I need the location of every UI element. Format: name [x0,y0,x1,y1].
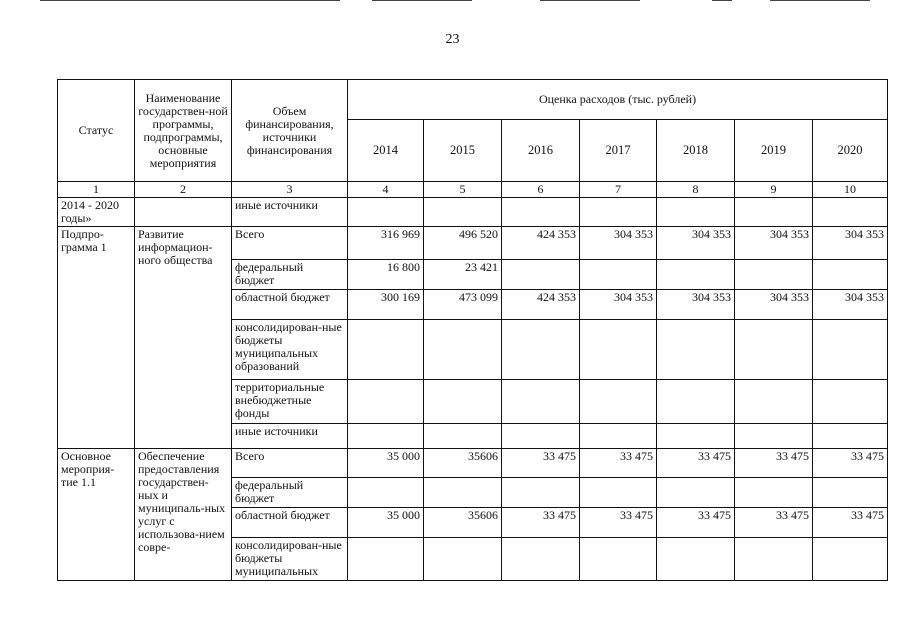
amount-cell: 316 969 [348,227,424,260]
header-year: 2015 [424,120,502,182]
amount-cell [348,380,424,424]
amount-cell [813,538,888,581]
amount-cell [657,198,735,227]
financing-source-cell: федеральный бюджет [232,260,348,290]
financing-source-cell: федеральный бюджет [232,478,348,508]
scan-artifact-line [40,0,340,1]
header-year: 2014 [348,120,424,182]
amount-cell [424,198,502,227]
amount-cell: 300 169 [348,290,424,320]
amount-cell [424,478,502,508]
program-name-cell [135,198,232,227]
amount-cell: 304 353 [735,227,813,260]
amount-cell: 473 099 [424,290,502,320]
budget-table [57,79,888,581]
amount-cell [657,478,735,508]
scan-artifact-line [540,0,640,1]
financing-source-cell: территориальные внебюджетные фонды [232,380,348,424]
amount-cell [502,538,580,581]
scan-artifact-line [770,0,870,1]
amount-cell [348,198,424,227]
scan-artifact-line [712,0,732,1]
table-row [58,198,888,227]
amount-cell: 33 475 [735,508,813,538]
amount-cell [735,478,813,508]
amount-cell [502,260,580,290]
amount-cell: 33 475 [735,449,813,478]
amount-cell [580,198,657,227]
amount-cell [580,260,657,290]
amount-cell: 304 353 [813,290,888,320]
column-number: 7 [580,182,657,198]
amount-cell [813,478,888,508]
amount-cell [424,424,502,449]
header-status: Статус [58,80,135,182]
amount-cell [348,478,424,508]
amount-cell: 35 000 [348,449,424,478]
scan-artifact-line [372,0,472,1]
amount-cell: 304 353 [813,227,888,260]
amount-cell: 35 000 [348,508,424,538]
amount-cell [580,424,657,449]
amount-cell [502,424,580,449]
amount-cell: 35606 [424,449,502,478]
amount-cell [735,260,813,290]
amount-cell [735,320,813,380]
amount-cell [580,320,657,380]
financing-source-cell: консолидирован-ные бюджеты муниципальных [232,538,348,581]
amount-cell [348,320,424,380]
header-year: 2019 [735,120,813,182]
header-year: 2016 [502,120,580,182]
amount-cell: 23 421 [424,260,502,290]
amount-cell [813,320,888,380]
amount-cell: 304 353 [657,290,735,320]
amount-cell [502,478,580,508]
financing-source-cell: областной бюджет [232,290,348,320]
program-name-cell: Обеспечение предоставления государствен-ных и муниципаль-ных услуг с использова-нием совре- [135,449,232,581]
amount-cell [502,320,580,380]
amount-cell: 33 475 [580,449,657,478]
amount-cell [580,380,657,424]
amount-cell [657,424,735,449]
amount-cell [580,478,657,508]
header-estimate: Оценка расходов (тыс. рублей) [348,80,888,120]
amount-cell [657,380,735,424]
amount-cell [813,198,888,227]
amount-cell [735,538,813,581]
amount-cell: 35606 [424,508,502,538]
amount-cell: 496 520 [424,227,502,260]
amount-cell: 304 353 [580,290,657,320]
amount-cell [735,198,813,227]
status-cell: Подпро-грамма 1 [58,227,135,449]
amount-cell [735,424,813,449]
column-number: 2 [135,182,232,198]
header-year: 2020 [813,120,888,182]
amount-cell: 33 475 [813,508,888,538]
program-name-cell: Развитие информацион-ного общества [135,227,232,449]
table-row [58,227,888,260]
amount-cell: 33 475 [580,508,657,538]
amount-cell [813,424,888,449]
amount-cell [348,538,424,581]
status-cell: 2014 - 2020 годы» [58,198,135,227]
page-number: 23 [445,32,460,47]
header-year: 2018 [657,120,735,182]
header-program-name: Наименование государствен-ной программы, подпрограммы, основные мероприятия [135,80,232,182]
amount-cell: 33 475 [657,449,735,478]
amount-cell [657,260,735,290]
amount-cell: 424 353 [502,290,580,320]
amount-cell: 304 353 [735,290,813,320]
column-number: 10 [813,182,888,198]
column-number: 5 [424,182,502,198]
amount-cell [424,320,502,380]
amount-cell [813,380,888,424]
amount-cell [424,380,502,424]
amount-cell [813,260,888,290]
amount-cell [502,380,580,424]
amount-cell: 304 353 [657,227,735,260]
amount-cell: 424 353 [502,227,580,260]
amount-cell: 33 475 [657,508,735,538]
amount-cell [424,538,502,581]
amount-cell [657,320,735,380]
column-number: 6 [502,182,580,198]
financing-source-cell: консолидирован-ные бюджеты муниципальных образований [232,320,348,380]
financing-source-cell: Всего [232,449,348,478]
amount-cell: 33 475 [502,508,580,538]
financing-source-cell: областной бюджет [232,508,348,538]
column-number-row [58,182,888,198]
amount-cell: 33 475 [813,449,888,478]
amount-cell [735,380,813,424]
financing-source-cell: иные источники [232,424,348,449]
amount-cell: 33 475 [502,449,580,478]
amount-cell [657,538,735,581]
column-number: 3 [232,182,348,198]
financing-source-cell: Всего [232,227,348,260]
status-cell: Основное мероприя-тие 1.1 [58,449,135,581]
column-number: 8 [657,182,735,198]
column-number: 4 [348,182,424,198]
header-financing-source: Объем финансирования, источники финансирования [232,80,348,182]
column-number: 9 [735,182,813,198]
table-row [58,449,888,478]
amount-cell [348,424,424,449]
amount-cell: 304 353 [580,227,657,260]
amount-cell [580,538,657,581]
amount-cell [502,198,580,227]
financing-source-cell: иные источники [232,198,348,227]
amount-cell: 16 800 [348,260,424,290]
header-year: 2017 [580,120,657,182]
column-number: 1 [58,182,135,198]
